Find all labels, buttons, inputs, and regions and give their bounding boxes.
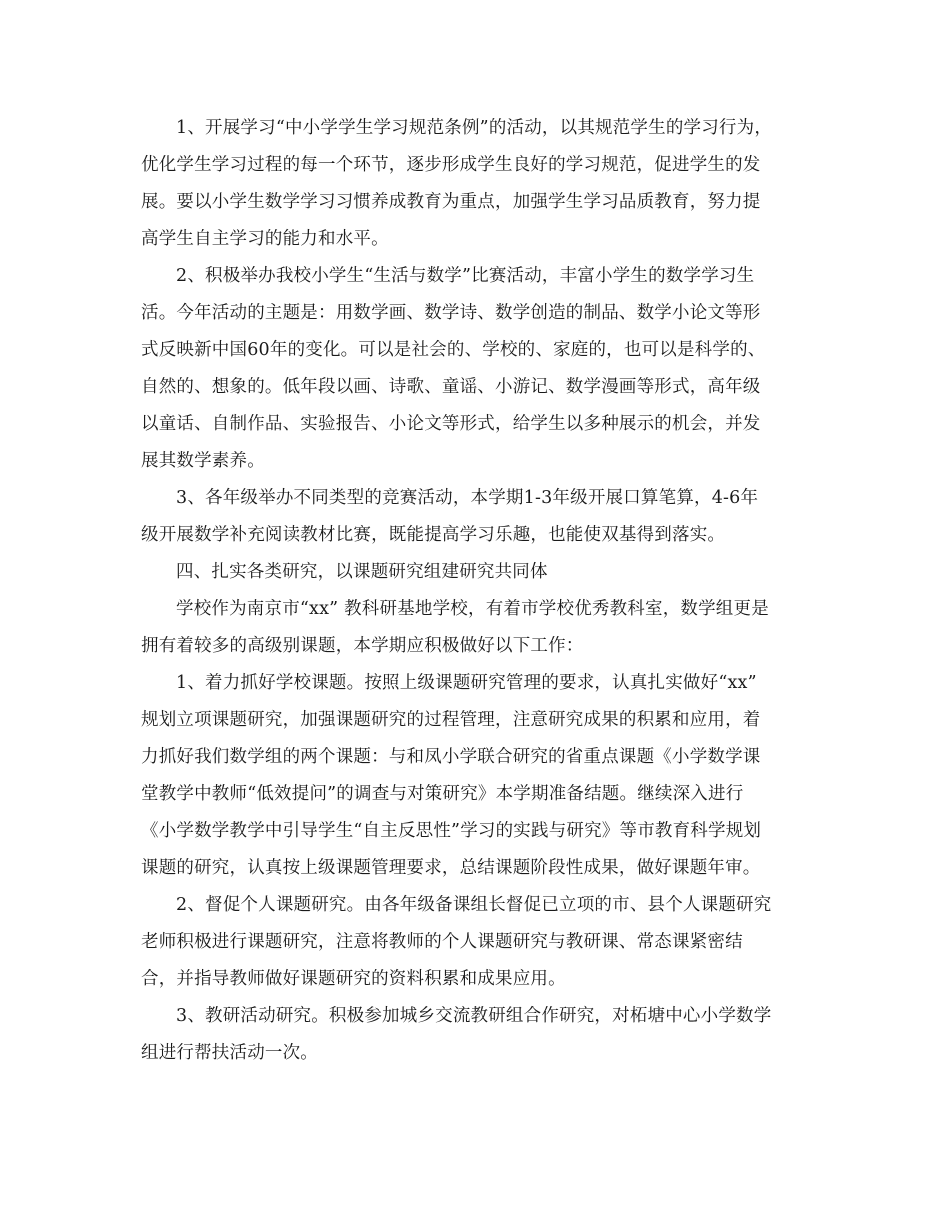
text-line: 组进行帮扶活动一次。 <box>141 1043 318 1063</box>
text-line: 展。要以小学生数学学习习惯养成教育为重点，加强学生学习品质教育，努力提 <box>141 192 761 212</box>
text-line: 课题的研究，认真按上级课题管理要求，总结课题阶段性成果，做好课题年审。 <box>141 858 761 878</box>
text-line: 活。今年活动的主题是：用数学画、数学诗、数学创造的制品、数学小论文等形 <box>141 303 761 323</box>
text-line: 学校作为南京市“xx” 教科研基地学校，有着市学校优秀教科室，数学组更是 <box>176 599 769 619</box>
text-line: 高学生自主学习的能力和水平。 <box>141 229 389 249</box>
text-line: 式反映新中国60年的变化。可以是社会的、学校的、家庭的，也可以是科学的、 <box>141 340 766 360</box>
section-heading: 四、扎实各类研究，以课题研究组建研究共同体 <box>176 562 548 582</box>
text-line: 自然的、想象的。低年段以画、诗歌、童谣、小游记、数学漫画等形式，高年级 <box>141 377 761 397</box>
text-line: 级开展数学补充阅读教材比赛，既能提高学习乐趣，也能使双基得到落实。 <box>141 525 726 545</box>
text-line: 3、各年级举办不同类型的竞赛活动，本学期1-3年级开展口算笔算，4-6年 <box>176 488 759 508</box>
text-line: 优化学生学习过程的每一个环节，逐步形成学生良好的学习规范，促进学生的发 <box>141 155 761 175</box>
text-line: 以童话、自制作品、实验报告、小论文等形式，给学生以多种展示的机会，并发 <box>141 414 761 434</box>
text-line: 2、督促个人课题研究。由各年级备课组长督促已立项的市、县个人课题研究 <box>176 895 772 915</box>
text-line: 堂教学中教师“低效提问”的调查与对策研究》本学期准备结题。继续深入进行 <box>141 784 744 804</box>
text-line: 展其数学素养。 <box>141 451 265 471</box>
text-line: 1、着力抓好学校课题。按照上级课题研究管理的要求，认真扎实做好“xx” <box>176 673 757 693</box>
text-line: 1、开展学习“中小学学生学习规范条例”的活动，以其规范学生的学习行为， <box>176 118 773 138</box>
text-line: 3、教研活动研究。积极参加城乡交流教研组合作研究，对柘塘中心小学数学 <box>176 1006 772 1026</box>
text-line: 2、积极举办我校小学生“生活与数学”比赛活动，丰富小学生的数学学习生 <box>176 266 755 286</box>
text-line: 拥有着较多的高级别课题，本学期应积极做好以下工作： <box>141 636 584 656</box>
text-line: 合，并指导教师做好课题研究的资料积累和成果应用。 <box>141 969 566 989</box>
text-line: 老师积极进行课题研究，注意将教师的个人课题研究与教研课、常态课紧密结 <box>141 932 743 952</box>
text-line: 规划立项课题研究，加强课题研究的过程管理，注意研究成果的积累和应用，着 <box>141 710 761 730</box>
text-line: 力抓好我们数学组的两个课题：与和凤小学联合研究的省重点课题《小学数学课 <box>141 747 761 767</box>
text-line: 《小学数学教学中引导学生“自主反思性”学习的实践与研究》等市教育科学规划 <box>141 821 762 841</box>
